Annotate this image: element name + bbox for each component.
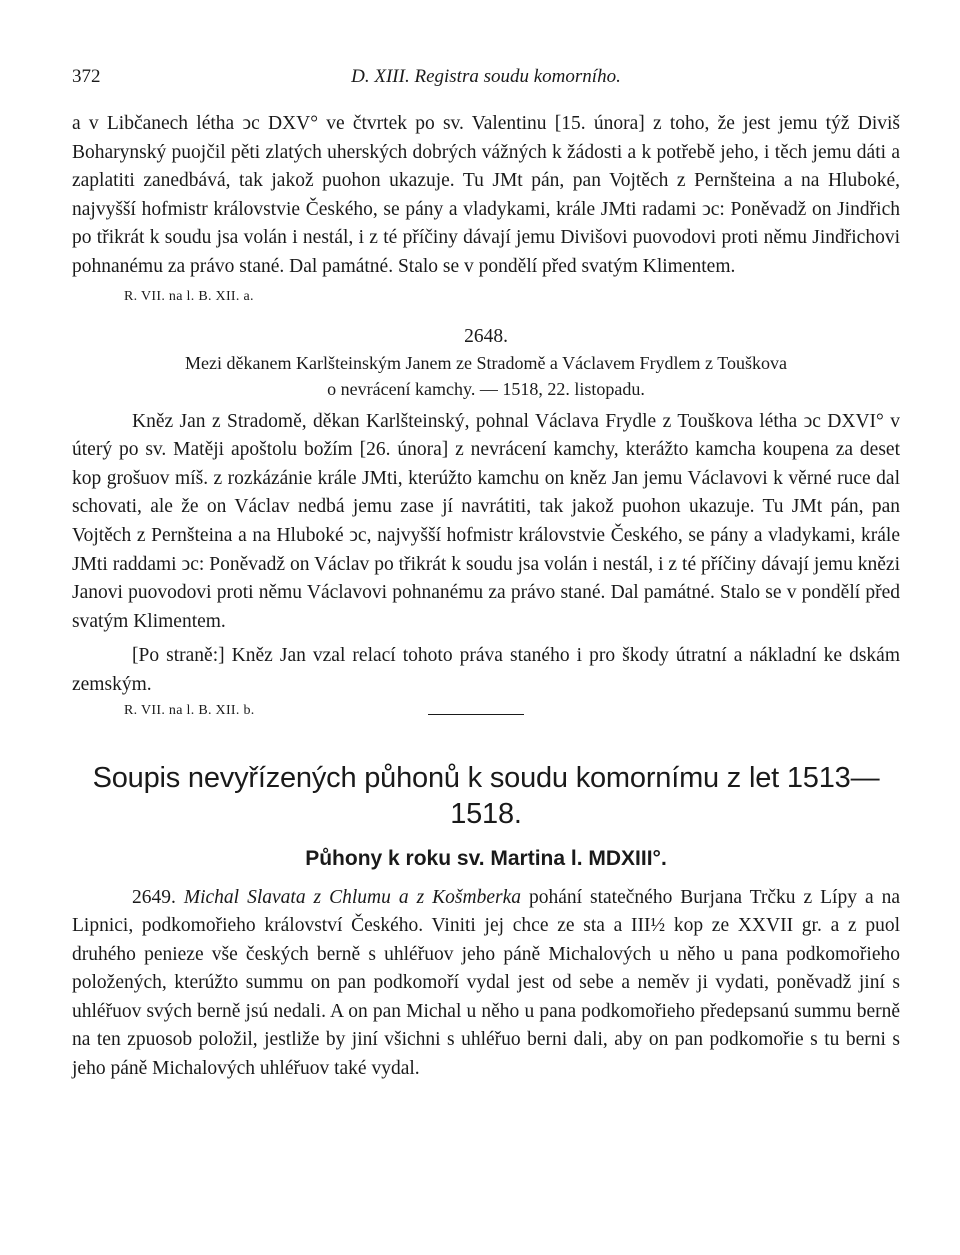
page	[72, 60, 900, 1084]
entry-number: 2649.	[132, 886, 176, 908]
entry-summary-line: o nevrácení kamchy. — 1518, 22. listopadu.	[327, 378, 645, 399]
entry-summary	[72, 350, 900, 402]
citation: R. VII. na l. B. XII. a.	[124, 288, 254, 304]
citation-row	[72, 700, 900, 724]
running-title: D. XIII. Registra soudu komorního.	[351, 66, 621, 87]
entry-number: 2648.	[464, 325, 508, 347]
section-subtitle: Půhony k roku sv. Martina l. MDXIII°.	[305, 846, 667, 870]
side-note: [Po straně:] Kněz Jan vzal relací tohoto práva staného i pro škody útratní a nákladní ke dskám zemským.	[72, 645, 900, 695]
plaintiff-name: Michal Slavata z Chlumu a z Košmberka	[183, 886, 521, 908]
entry-body: Kněz Jan z Stradomě, děkan Karlšteinský, pohnal Václava Frydle z Touškova létha ↄc DXVI° v úterý po sv. Matěji apoštolu božím [26. února] z nevrácení kamchy, kterážto kamcha koupena za deset kop grošuov míš. z rozkázánie krále JMti, kterúžto kamchu on kněz Jan jemu Václavovi k věrné ruce dal schovati, ale že on Václav nedbá jemu zase jí navrátiti, tak jakož puohon ukazuje. Tu JMt pán, pan Vojtěch z Pernšteina a na Hluboké ↄc, najvyšší hofmistr královstvie Českého, se pány a vladykami, krále JMti raddami ↄc: Poněvadž on Václav po třikrát k soudu jsa volán i nestál, i z té příčiny dávají jemu knězi Janovi puovodovi proti němu Václavovi pohnanému za právo stané. Dal památné. Stalo se v pondělí před svatým Klimentem.	[72, 410, 900, 632]
intro-paragraph: a v Libčanech létha ↄc DXV° ve čtvrtek po sv. Valentinu [15. února] z toho, že jest jemu týž Diviš Boharynský puojčil pěti zlatých uherských dobrých vážných k žádosti a k potřebě jeho, i těch jemu dáti a zaplatiti zanedbává, tak jakož puohon ukazuje. Tu JMt pán, pan Vojtěch z Pernšteina a na Hluboké, najvyšší hofmistr královstvie Českého, se pány a vladykami, krále JMti radami ↄc: Poněvadž on Jindřich po třikrát k soudu jsa volán i nestál, i z té příčiny dávají jemu Divišovi puovodovi proti němu Jindřichovi pohnanému za právo stané. Dal památné. Stalo se v pondělí před svatým Klimentem.	[72, 113, 900, 277]
divider-rule	[428, 714, 524, 715]
entry-paragraph	[72, 884, 900, 1084]
section-title: Soupis nevyřízených půhonů k soudu komornímu z let 1513—1518.	[92, 761, 880, 830]
entry-body: pohání statečného Burjana Trčku z Lípy a na Lipnici, podkomořieho království Českého. Viniti jej chce ze sta a III½ kop ze XXVII gr. a z puol druhého penieze vše českých berně s uhléřuov jeho páně Michalových u něho u pana podkomořieho položených, kterúžto summu on pan podkomoří vydal jest od sebe a neměv ji vydati, poněvadž jiní s uhléřuov svých berně jsú nedali. A on pan Michal u něho u pana podkomořieho předepsanú summu berně na ten zpuosob položil, jestliže by jiní všichni s uhléřuo berni dali, aby on pan podkomořie s tu berni s jeho páně Michalových uhléřuov také vydal.	[72, 886, 900, 1080]
page-header	[72, 60, 900, 90]
citation: R. VII. na l. B. XII. b.	[124, 702, 255, 718]
entry-summary-line: Mezi děkanem Karlšteinským Janem ze Stradomě a Václavem Frydlem z Touškova	[185, 352, 787, 373]
page-number: 372	[72, 66, 101, 87]
